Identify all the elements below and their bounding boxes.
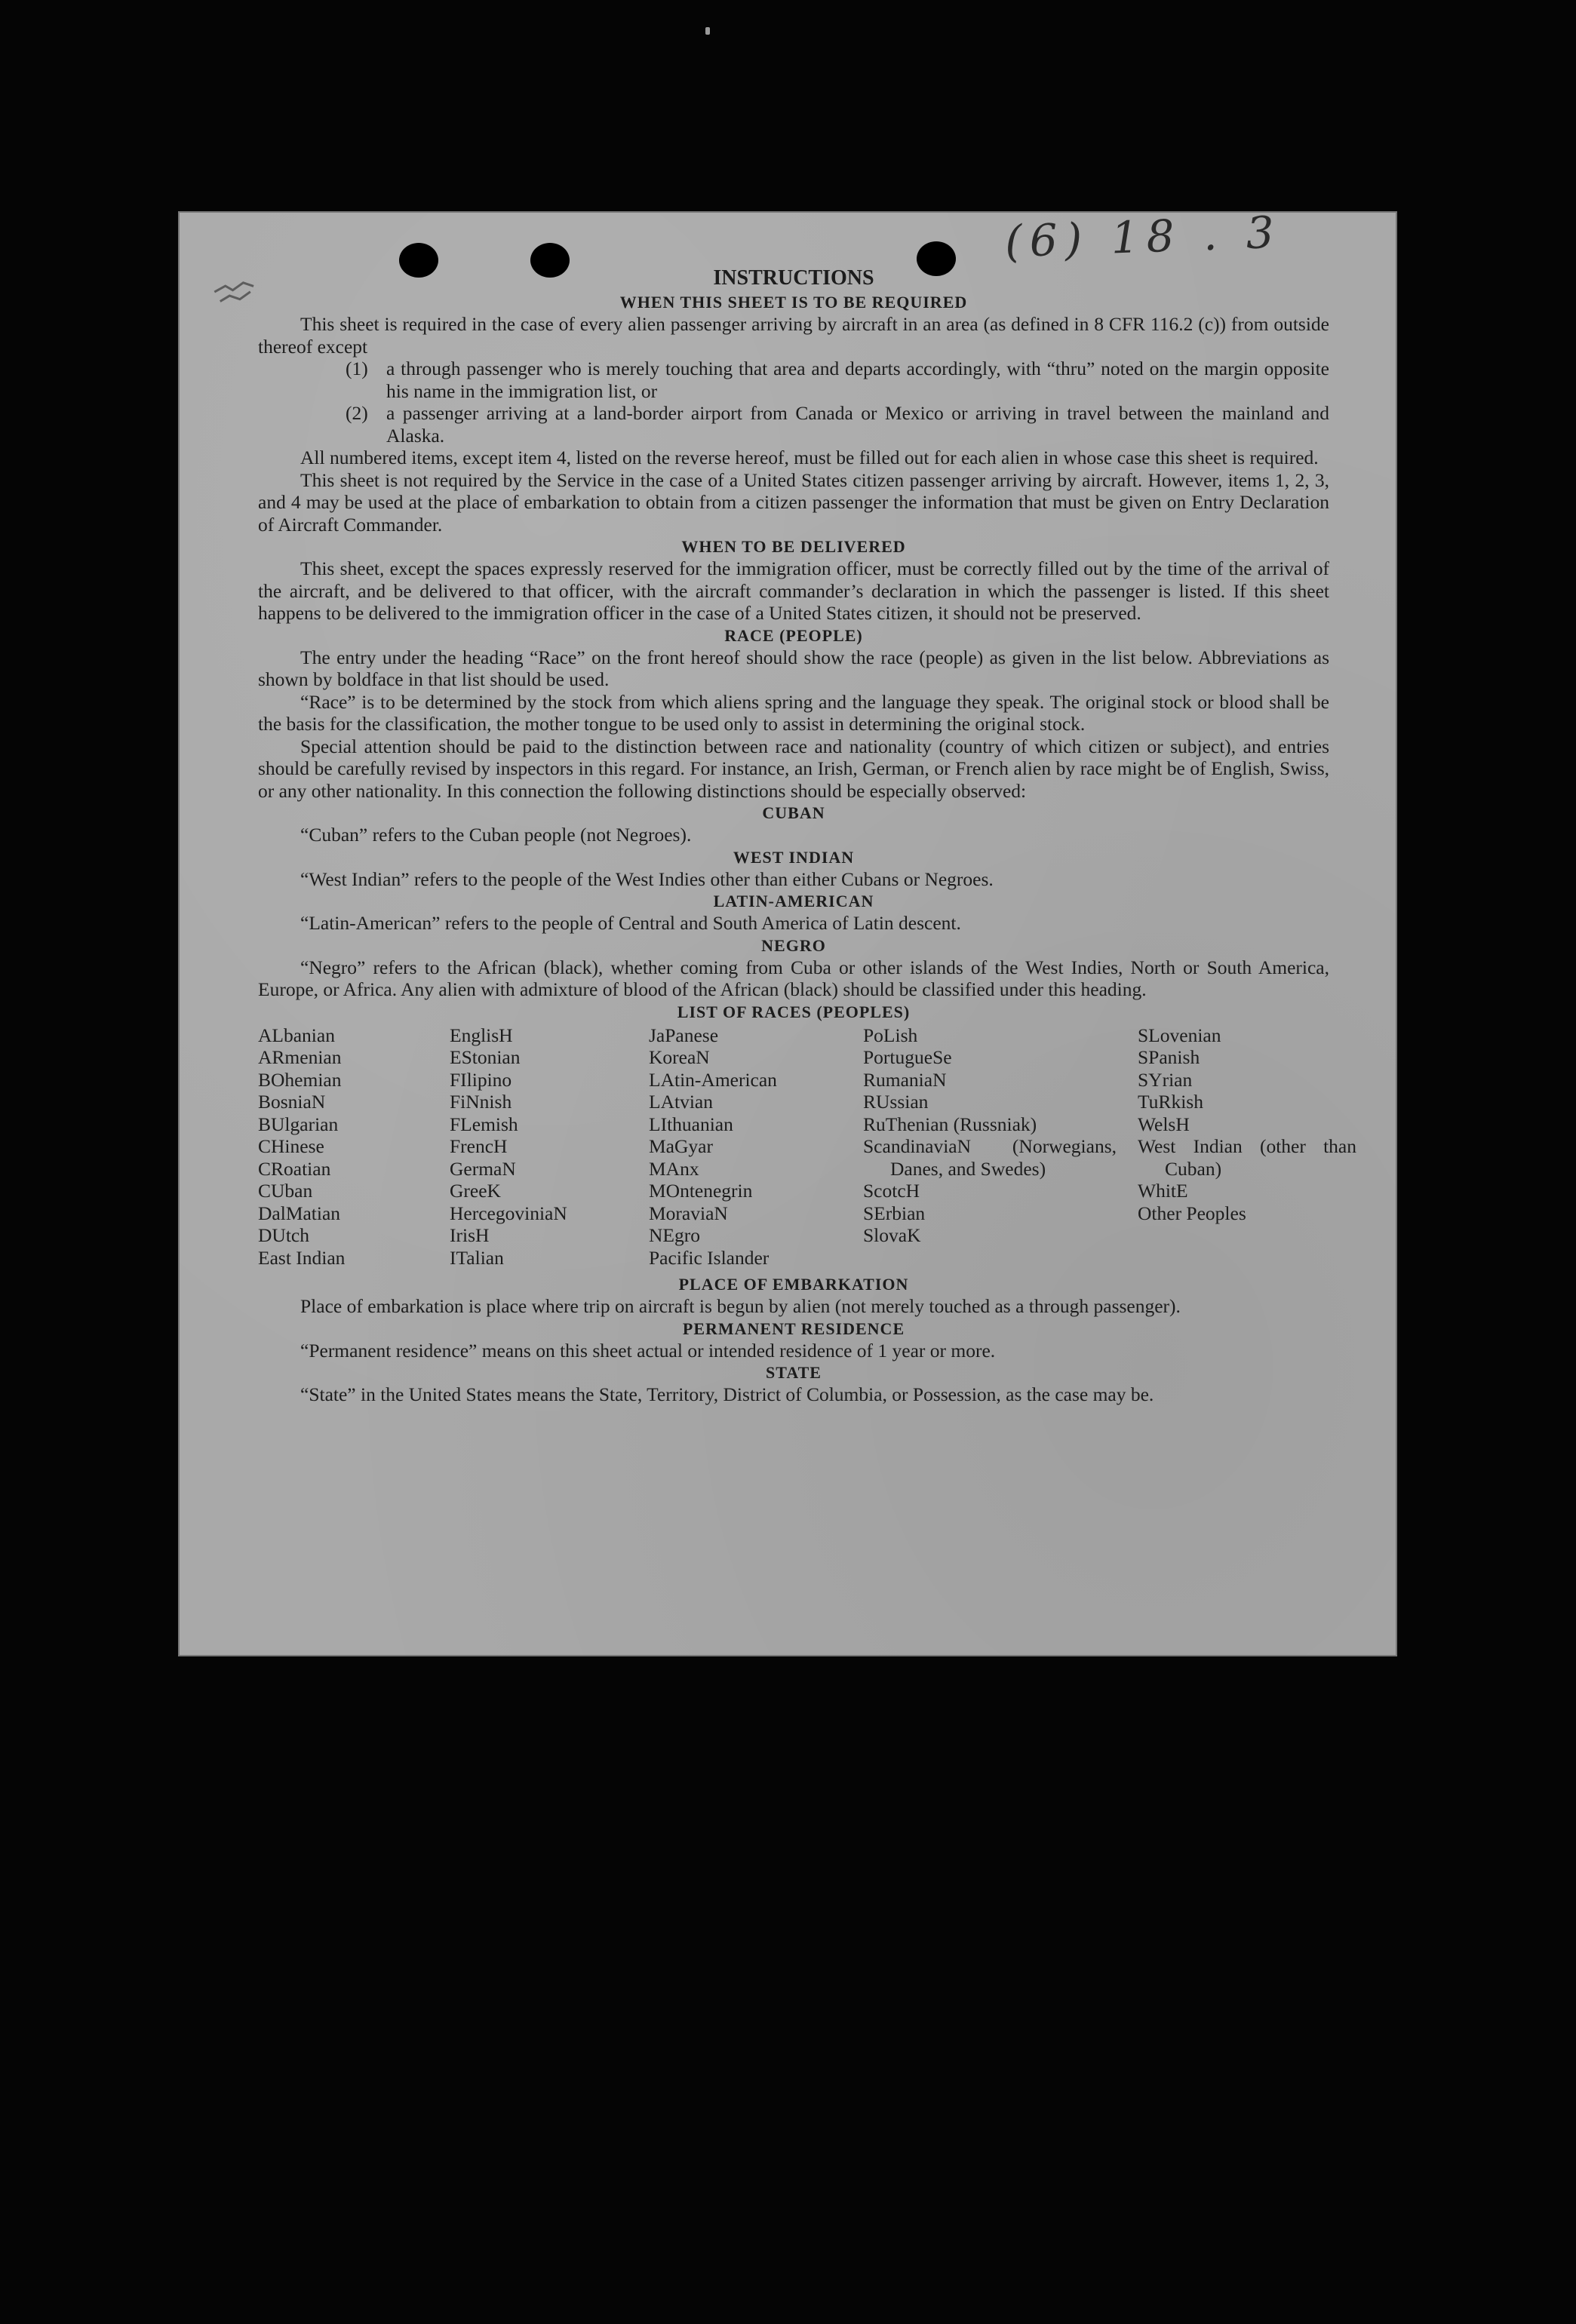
race-item: BUlgarian <box>258 1113 339 1135</box>
race-item: ScotcH <box>863 1180 920 1202</box>
races-column <box>863 1024 1138 1269</box>
races-list <box>258 1024 1356 1269</box>
race-item: PortugueSe <box>863 1046 952 1068</box>
page-title: INSTRUCTIONS <box>713 266 874 290</box>
race-item: RumaniaN <box>863 1068 947 1091</box>
races-column <box>258 1024 450 1269</box>
race-item: BosniaN <box>258 1091 326 1113</box>
race-item: ScandinaviaN (Norwegians, Danes, and Swedes) <box>863 1135 1117 1180</box>
race-item: SlovaK <box>863 1224 921 1246</box>
races-column <box>450 1024 649 1269</box>
race-item: FiNnish <box>450 1091 512 1113</box>
paragraph: This sheet is required in the case of every alien passenger arriving by aircraft in an area (as defined in 8 CFR 116.2 (c)) from outside thereof except <box>258 313 1329 358</box>
paragraph: Place of embarkation is place where trip on aircraft is begun by alien (not merely touched as a through passenger). <box>300 1295 1181 1317</box>
race-item: Pacific Islander <box>649 1246 770 1269</box>
race-item: MOntenegrin <box>649 1180 753 1202</box>
stamp-smudge <box>210 274 261 315</box>
section-heading: RACE (PEOPLE) <box>724 625 863 645</box>
race-item: SLovenian <box>1138 1024 1221 1046</box>
race-item: FrencH <box>450 1135 508 1157</box>
race-item: GermaN <box>450 1157 516 1180</box>
paragraph: “Latin-American” refers to the people of Central and South America of Latin descent. <box>300 912 961 934</box>
race-item: DUtch <box>258 1224 309 1246</box>
section-heading: LIST OF RACES (PEOPLES) <box>677 1002 911 1021</box>
race-item: LAtvian <box>649 1091 713 1113</box>
section-heading: WEST INDIAN <box>733 847 855 867</box>
races-column <box>649 1024 863 1269</box>
race-item: FIlipino <box>450 1068 512 1091</box>
race-item: MaGyar <box>649 1135 713 1157</box>
section-heading: WHEN THIS SHEET IS TO BE REQUIRED <box>619 293 968 312</box>
race-item: ITalian <box>450 1246 504 1269</box>
race-item: LAtin-American <box>649 1068 777 1091</box>
race-item: CUban <box>258 1180 313 1202</box>
section-heading: LATIN-AMERICAN <box>713 892 874 910</box>
section-heading: PLACE OF EMBARKATION <box>678 1275 909 1294</box>
race-item: DalMatian <box>258 1202 341 1224</box>
race-item: East Indian <box>258 1246 346 1269</box>
race-item: West Indian (other than Cuban) <box>1138 1135 1356 1180</box>
scan-speck <box>705 27 710 35</box>
numbered-item <box>346 402 1329 447</box>
instructions-content <box>258 266 1356 1406</box>
paragraph: All numbered items, except item 4, listed on the reverse hereof, must be filled out for each alien in whose case this sheet is required. <box>300 447 1319 468</box>
paragraph: “Negro” refers to the African (black), whether coming from Cuba or other islands of the West Indies, North or South America, Europe, or Africa. Any alien with admixture of blood of the African (black) should be classified under this heading. <box>258 956 1329 1000</box>
paragraph: The entry under the heading “Race” on the front hereof should show the race (people) as given in the list below. Abbreviations as shown by boldface in that list should be used. <box>258 646 1329 690</box>
item-text: a through passenger who is merely touching that area and departs accordingly, with “thru” noted on the margin opposite his name in the immigration list, or <box>386 358 1329 402</box>
race-item: SErbian <box>863 1202 926 1224</box>
races-column <box>1138 1024 1356 1269</box>
race-item: MoraviaN <box>649 1202 728 1224</box>
race-item: PoLish <box>863 1024 918 1046</box>
race-item: Other Peoples <box>1138 1202 1246 1224</box>
section-heading: STATE <box>766 1363 822 1382</box>
race-item: ARmenian <box>258 1046 342 1068</box>
paragraph: “Race” is to be determined by the stock from which aliens spring and the language they speak. The original stock or blood shall be the basis for the classification, the mother tongue to be used only to assist in determining the original stock. <box>258 690 1329 735</box>
race-item: BOhemian <box>258 1068 342 1091</box>
race-item: TuRkish <box>1138 1091 1203 1113</box>
paragraph: “State” in the United States means the State, Territory, District of Columbia, or Possession, as the case may be. <box>300 1383 1154 1405</box>
section-heading: WHEN TO BE DELIVERED <box>681 537 906 556</box>
handwritten-note: (6) 18 . 3 <box>1003 206 1283 268</box>
item-text: a passenger arriving at a land-border airport from Canada or Mexico or arriving in travel between the mainland and Alaska. <box>386 402 1329 447</box>
item-number: (1) <box>346 358 368 379</box>
section-heading: PERMANENT RESIDENCE <box>682 1319 905 1338</box>
race-item: ALbanian <box>258 1024 335 1046</box>
race-item: FLemish <box>450 1113 518 1135</box>
race-item: CHinese <box>258 1135 324 1157</box>
race-item: WhitE <box>1138 1180 1188 1202</box>
item-number: (2) <box>346 402 368 424</box>
race-item: LIthuanian <box>649 1113 733 1135</box>
race-item: EnglisH <box>450 1024 513 1046</box>
section-heading: NEGRO <box>761 935 826 955</box>
race-item: IrisH <box>450 1224 490 1246</box>
paragraph: “Permanent residence” means on this sheet actual or intended residence of 1 year or more. <box>300 1339 996 1362</box>
race-item: MAnx <box>649 1157 699 1180</box>
paragraph: This sheet is not required by the Service in the case of a United States citizen passenger arriving by aircraft. However, items 1, 2, 3, and 4 may be used at the place of embarkation to obtain from a citizen passenger the information that must be given on Entry Declaration of Aircraft Commander. <box>258 468 1329 536</box>
paragraph: Special attention should be paid to the distinction between race and nationality (country of which citizen or subject), and entries should be carefully revised by inspectors in this regard. For instance, an Irish, German, or French alien by race might be of English, Swiss, or any other nationality. In this connection the following distinctions should be especially observed: <box>258 735 1329 802</box>
paragraph: “Cuban” refers to the Cuban people (not Negroes). <box>300 824 692 846</box>
race-item: NEgro <box>649 1224 700 1246</box>
race-item: CRoatian <box>258 1157 331 1180</box>
document-page <box>178 206 1397 1656</box>
paragraph: This sheet, except the spaces expressly reserved for the immigration officer, must be correctly filled out by the time of the arrival of the aircraft, and be delivered to that officer, with the aircraft commander’s declaration in which the passenger is listed. If this sheet happens to be delivered to the immigration officer in the case of a United States citizen, it should not be preserved. <box>258 557 1329 624</box>
race-item: RuThenian (Russniak) <box>863 1113 1037 1135</box>
race-item: JaPanese <box>649 1024 719 1046</box>
race-item: EStonian <box>450 1046 521 1068</box>
race-item: RUssian <box>863 1091 929 1113</box>
race-item: KoreaN <box>649 1046 710 1068</box>
paragraph: “West Indian” refers to the people of the West Indies other than either Cubans or Negroes. <box>300 867 994 890</box>
race-item: SYrian <box>1138 1068 1193 1091</box>
race-item: WelsH <box>1138 1113 1190 1135</box>
section-heading: CUBAN <box>762 803 825 822</box>
numbered-item <box>346 358 1329 402</box>
race-item: SPanish <box>1138 1046 1200 1068</box>
race-item: HercegoviniaN <box>450 1202 567 1224</box>
race-item: GreeK <box>450 1180 501 1202</box>
